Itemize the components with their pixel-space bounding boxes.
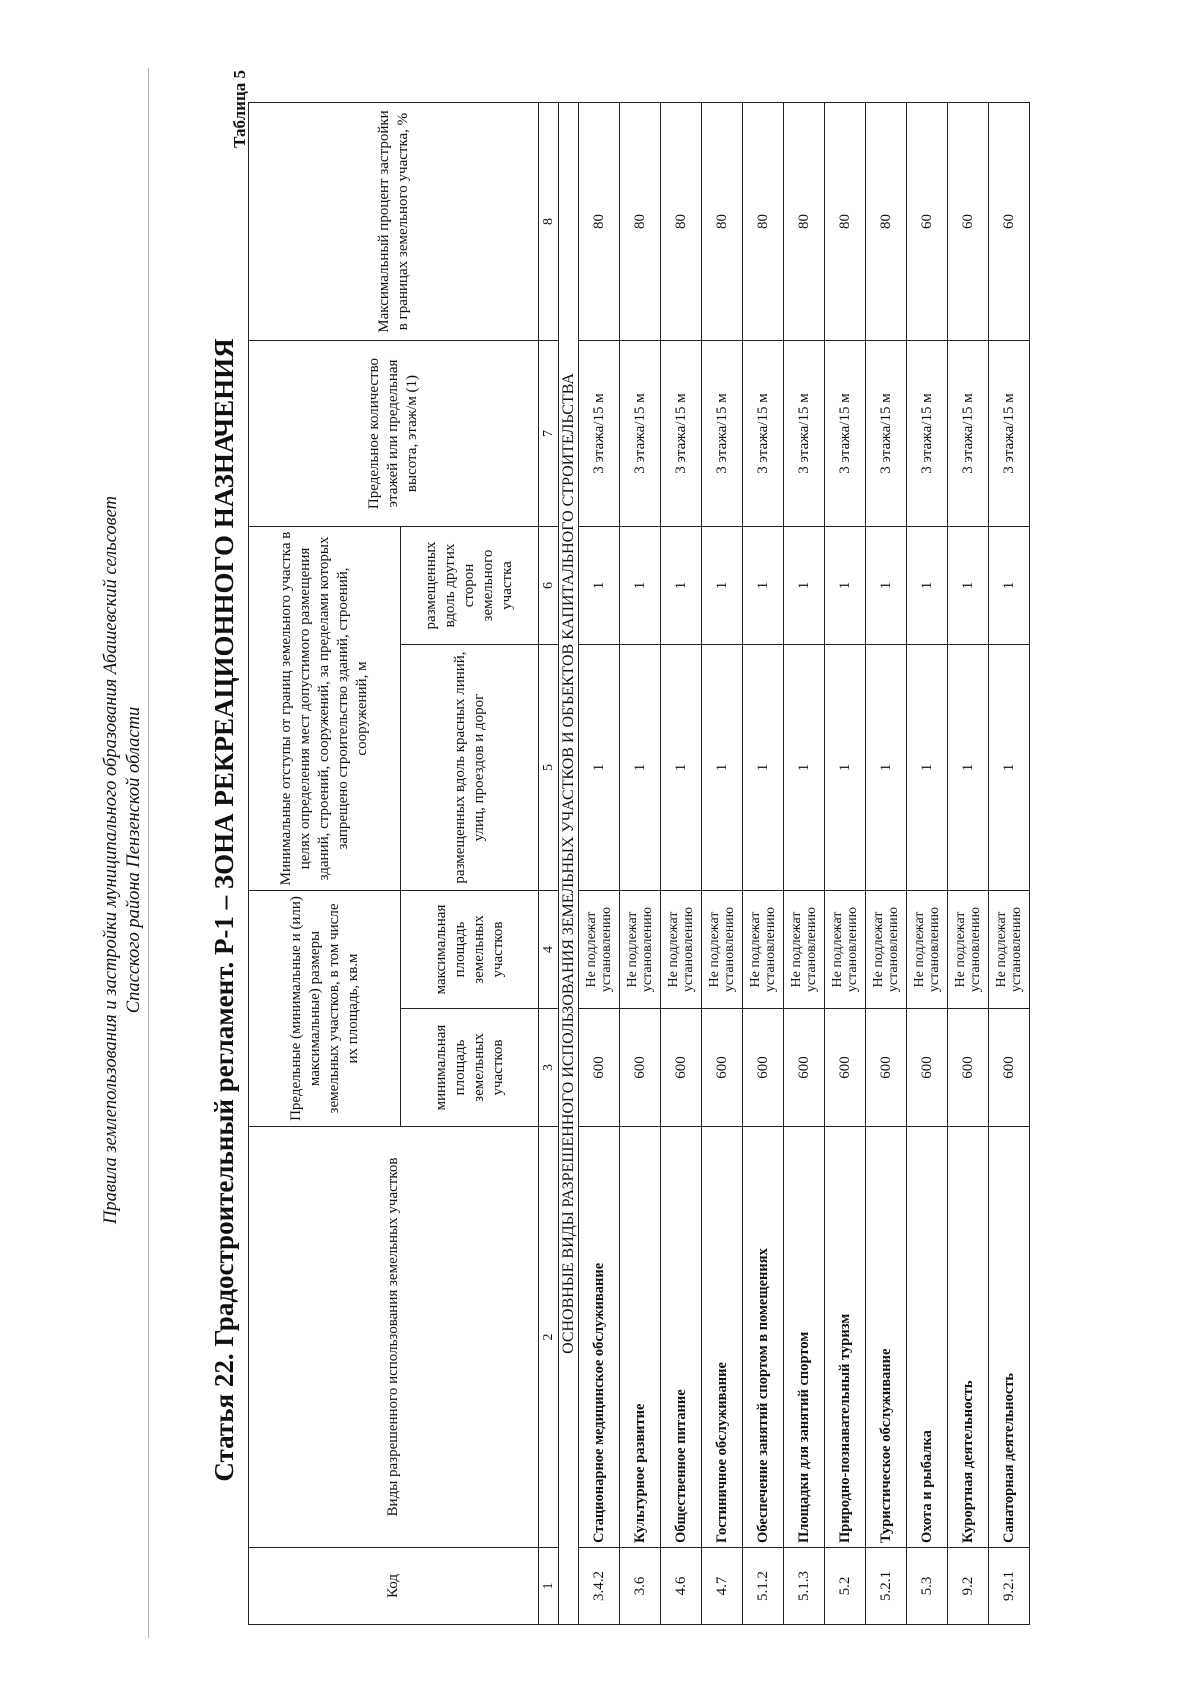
row-min-area: 600 — [661, 1009, 702, 1127]
row-floors: 3 этажа/15 м — [579, 341, 620, 527]
table-row — [948, 103, 989, 1625]
row-setback-other: 1 — [620, 527, 661, 645]
row-use: Культурное развитие — [620, 1127, 661, 1548]
column-number: 1 — [539, 1548, 559, 1625]
row-floors: 3 этажа/15 м — [620, 341, 661, 527]
row-use: Стационарное медицинское обслуживание — [579, 1127, 620, 1548]
row-floors: 3 этажа/15 м — [866, 341, 907, 527]
row-setback-red: 1 — [825, 645, 866, 891]
row-min-area: 600 — [579, 1009, 620, 1127]
header-use: Виды разрешенного использования земельных участков — [249, 1127, 539, 1548]
header-setback-other: размещенных вдоль других сторон земельного участка — [401, 527, 539, 645]
row-code: 5.1.3 — [784, 1548, 825, 1625]
row-use: Площадки для занятий спортом — [784, 1127, 825, 1548]
data-rows — [579, 103, 1030, 1625]
row-max-area: Не подлежат установлению — [989, 891, 1030, 1009]
table-row — [743, 103, 784, 1625]
row-setback-other: 1 — [743, 527, 784, 645]
header-min-area: минимальная площадь земельных участков — [401, 1009, 539, 1127]
row-setback-other: 1 — [579, 527, 620, 645]
row-min-area: 600 — [907, 1009, 948, 1127]
row-setback-other: 1 — [907, 527, 948, 645]
header-setback-red: размещенных вдоль красных линий, улиц, проездов и дорог — [401, 645, 539, 891]
row-floors: 3 этажа/15 м — [784, 341, 825, 527]
row-coverage: 80 — [579, 103, 620, 341]
column-number: 8 — [539, 103, 559, 341]
row-coverage: 80 — [784, 103, 825, 341]
column-number: 6 — [539, 527, 559, 645]
row-min-area: 600 — [825, 1009, 866, 1127]
row-max-area: Не подлежат установлению — [907, 891, 948, 1009]
column-number: 7 — [539, 341, 559, 527]
row-coverage: 80 — [702, 103, 743, 341]
header-coverage: Максимальный процент застройки в границах земельного участка, % — [249, 103, 539, 341]
table-number: Таблица 5 — [230, 70, 249, 148]
table-title: Статья 22. Градостроительный регламент. Р-1 – ЗОНА РЕКРЕАЦИОННОГО НАЗНАЧЕНИЯ — [209, 338, 239, 1482]
table-row — [989, 103, 1030, 1625]
row-setback-other: 1 — [825, 527, 866, 645]
row-max-area: Не подлежат установлению — [620, 891, 661, 1009]
row-floors: 3 этажа/15 м — [661, 341, 702, 527]
row-code: 9.2 — [948, 1548, 989, 1625]
row-code: 4.6 — [661, 1548, 702, 1625]
row-min-area: 600 — [743, 1009, 784, 1127]
row-code: 9.2.1 — [989, 1548, 1030, 1625]
row-min-area: 600 — [948, 1009, 989, 1127]
row-min-area: 600 — [866, 1009, 907, 1127]
table-row — [579, 103, 620, 1625]
header-code: Код — [249, 1548, 539, 1625]
header-setback-group: Минимальные отступы от границ земельного участка в целях определения мест допустимого размещения зданий, строений, сооружений, за пределами которых запрещено строительство зданий, строений, сооружений, м — [249, 527, 401, 891]
column-number: 5 — [539, 645, 559, 891]
column-number: 3 — [539, 1009, 559, 1127]
row-code: 5.1.2 — [743, 1548, 784, 1625]
row-setback-red: 1 — [620, 645, 661, 891]
running-header-line-2: Спасского района Пензенской области — [124, 706, 144, 1014]
row-use: Общественное питание — [661, 1127, 702, 1548]
row-coverage: 80 — [825, 103, 866, 341]
row-setback-red: 1 — [989, 645, 1030, 891]
running-header-line-1: Правила землепользования и застройки муниципального образования Абашевский сельсовет — [101, 496, 121, 1224]
row-coverage: 80 — [620, 103, 661, 341]
row-coverage: 60 — [948, 103, 989, 341]
row-setback-other: 1 — [989, 527, 1030, 645]
row-setback-red: 1 — [907, 645, 948, 891]
table-row — [784, 103, 825, 1625]
row-max-area: Не подлежат установлению — [702, 891, 743, 1009]
row-floors: 3 этажа/15 м — [702, 341, 743, 527]
row-min-area: 600 — [989, 1009, 1030, 1127]
row-use: Туристическое обслуживание — [866, 1127, 907, 1548]
table-row — [620, 103, 661, 1625]
table-row — [825, 103, 866, 1625]
row-code: 3.4.2 — [579, 1548, 620, 1625]
row-coverage: 60 — [907, 103, 948, 341]
row-max-area: Не подлежат установлению — [661, 891, 702, 1009]
column-number: 4 — [539, 891, 559, 1009]
row-coverage: 60 — [989, 103, 1030, 341]
running-header — [100, 60, 162, 1660]
row-code: 3.6 — [620, 1548, 661, 1625]
row-use: Курортная деятельность — [948, 1127, 989, 1548]
row-use: Обеспечение занятий спортом в помещениях — [743, 1127, 784, 1548]
row-setback-other: 1 — [948, 527, 989, 645]
row-use: Охота и рыбалка — [907, 1127, 948, 1548]
row-floors: 3 этажа/15 м — [825, 341, 866, 527]
row-max-area: Не подлежат установлению — [948, 891, 989, 1009]
section-row — [559, 103, 579, 1625]
section-title: ОСНОВНЫЕ ВИДЫ РАЗРЕШЕННОГО ИСПОЛЬЗОВАНИЯ ЗЕМЕЛЬНЫХ УЧАСТКОВ И ОБЪЕКТОВ КАПИТАЛЬНОГО СТРОИТЕЛЬСТВА — [559, 103, 579, 1625]
row-setback-other: 1 — [702, 527, 743, 645]
column-number-row — [539, 103, 559, 1625]
row-floors: 3 этажа/15 м — [743, 341, 784, 527]
table-row — [907, 103, 948, 1625]
row-code: 5.2 — [825, 1548, 866, 1625]
row-setback-red: 1 — [661, 645, 702, 891]
row-use: Природно-познавательный туризм — [825, 1127, 866, 1548]
header-sizes-group: Предельные (минимальные и (или) максимальные) размеры земельных участков, в том числе их площадь, кв.м — [249, 891, 401, 1127]
row-max-area: Не подлежат установлению — [743, 891, 784, 1009]
row-code: 5.2.1 — [866, 1548, 907, 1625]
row-coverage: 80 — [866, 103, 907, 341]
header-max-area: максимальная площадь земельных участков — [401, 891, 539, 1009]
row-max-area: Не подлежат установлению — [784, 891, 825, 1009]
row-floors: 3 этажа/15 м — [907, 341, 948, 527]
table-row — [866, 103, 907, 1625]
row-coverage: 80 — [743, 103, 784, 341]
row-setback-other: 1 — [866, 527, 907, 645]
row-setback-red: 1 — [743, 645, 784, 891]
row-setback-red: 1 — [784, 645, 825, 891]
row-max-area: Не подлежат установлению — [866, 891, 907, 1009]
row-max-area: Не подлежат установлению — [825, 891, 866, 1009]
rotated-page — [100, 60, 1135, 1660]
row-min-area: 600 — [784, 1009, 825, 1127]
row-code: 5.3 — [907, 1548, 948, 1625]
row-setback-other: 1 — [784, 527, 825, 645]
row-floors: 3 этажа/15 м — [948, 341, 989, 527]
row-setback-other: 1 — [661, 527, 702, 645]
row-max-area: Не подлежат установлению — [579, 891, 620, 1009]
header-row-1 — [249, 103, 401, 1625]
row-use: Санаторная деятельность — [989, 1127, 1030, 1548]
row-code: 4.7 — [702, 1548, 743, 1625]
row-coverage: 80 — [661, 103, 702, 341]
row-use: Гостиничное обслуживание — [702, 1127, 743, 1548]
row-setback-red: 1 — [866, 645, 907, 891]
header-floors: Предельное количество этажей или предельная высота, этаж/м (1) — [249, 341, 539, 527]
column-number: 2 — [539, 1127, 559, 1548]
regulation-table — [248, 102, 1030, 1625]
row-setback-red: 1 — [702, 645, 743, 891]
row-min-area: 600 — [702, 1009, 743, 1127]
table-row — [661, 103, 702, 1625]
row-setback-red: 1 — [948, 645, 989, 891]
row-floors: 3 этажа/15 м — [989, 341, 1030, 527]
row-setback-red: 1 — [579, 645, 620, 891]
table-row — [702, 103, 743, 1625]
row-min-area: 600 — [620, 1009, 661, 1127]
